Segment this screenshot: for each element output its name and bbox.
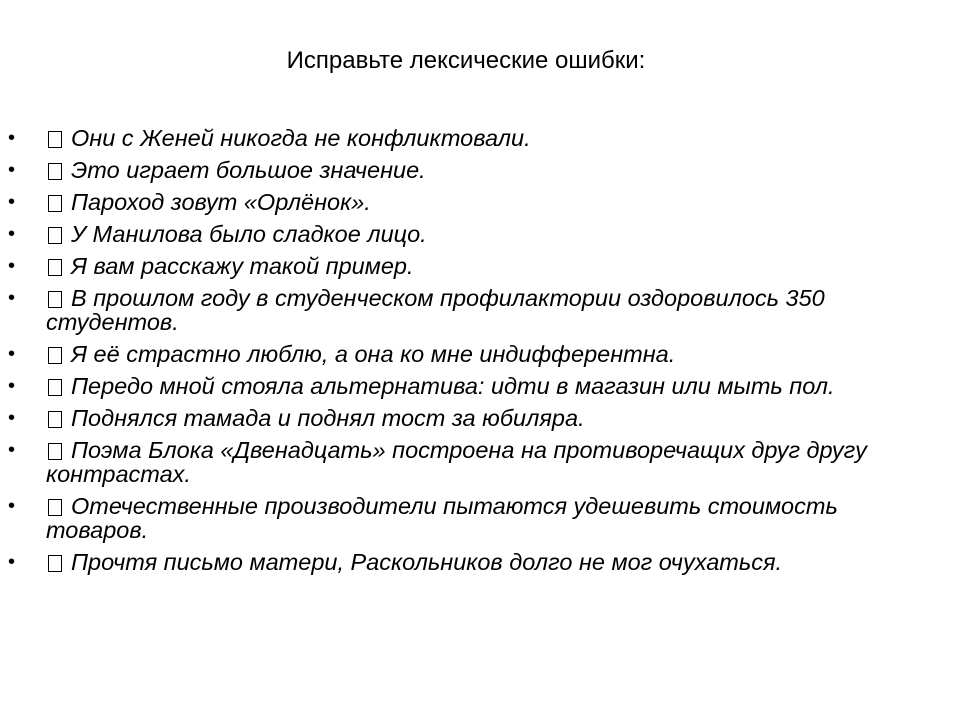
missing-glyph-box-icon: [48, 347, 62, 364]
list-item: [0, 222, 960, 246]
bullet-icon: •: [8, 407, 16, 429]
bullet-icon: •: [8, 495, 16, 517]
bullet-icon: •: [8, 343, 16, 365]
list-item: [0, 126, 960, 150]
page-title: Исправьте лексические ошибки:: [286, 47, 646, 74]
list-item: [0, 374, 960, 398]
missing-glyph-box-icon: [48, 499, 62, 516]
missing-glyph-box-icon: [48, 291, 62, 308]
bullet-icon: •: [8, 191, 16, 213]
missing-glyph-box-icon: [48, 163, 62, 180]
sentence-text: В прошлом году в студенческом профилактории оздоровилось 350 студентов.: [46, 285, 825, 335]
sentence-text: Я её страстно люблю, а она ко мне индифферентна.: [71, 341, 676, 367]
bullet-icon: •: [8, 439, 16, 461]
list-item: [0, 190, 960, 214]
missing-glyph-box-icon: [48, 379, 62, 396]
bullet-icon: •: [8, 223, 16, 245]
missing-glyph-box-icon: [48, 259, 62, 276]
missing-glyph-box-icon: [48, 227, 62, 244]
list-item: [0, 494, 960, 542]
sentence-text: Поднялся тамада и поднял тост за юбиляра.: [71, 405, 585, 431]
list-item: [0, 406, 960, 430]
bullet-icon: •: [8, 255, 16, 277]
bullet-icon: •: [8, 551, 16, 573]
list-item: [0, 286, 960, 334]
list-item: [0, 342, 960, 366]
bullet-icon: •: [8, 159, 16, 181]
sentence-text: Поэма Блока «Двенадцать» построена на противоречащих друг другу контрастах.: [46, 437, 867, 487]
missing-glyph-box-icon: [48, 131, 62, 148]
bullet-icon: •: [8, 375, 16, 397]
missing-glyph-box-icon: [48, 555, 62, 572]
sentence-text: Они с Женей никогда не конфликтовали.: [71, 125, 531, 151]
missing-glyph-box-icon: [48, 443, 62, 460]
sentence-text: Прочтя письмо матери, Раскольников долго не мог очухаться.: [71, 549, 783, 575]
list-item: [0, 438, 960, 486]
sentence-text: Это играет большое значение.: [71, 157, 426, 183]
sentence-text: Я вам расскажу такой пример.: [71, 253, 414, 279]
sentence-text: У Манилова было сладкое лицо.: [71, 221, 427, 247]
bullet-icon: •: [8, 127, 16, 149]
list-item: [0, 158, 960, 182]
bullet-icon: •: [8, 287, 16, 309]
missing-glyph-box-icon: [48, 195, 62, 212]
list-item: [0, 550, 960, 574]
sentence-text: Передо мной стояла альтернатива: идти в магазин или мыть пол.: [71, 373, 835, 399]
sentence-text: Пароход зовут «Орлёнок».: [71, 189, 371, 215]
sentence-text: Отечественные производители пытаются удешевить стоимость товаров.: [46, 493, 838, 543]
list-item: [0, 254, 960, 278]
missing-glyph-box-icon: [48, 411, 62, 428]
exercise-list: [0, 126, 960, 582]
